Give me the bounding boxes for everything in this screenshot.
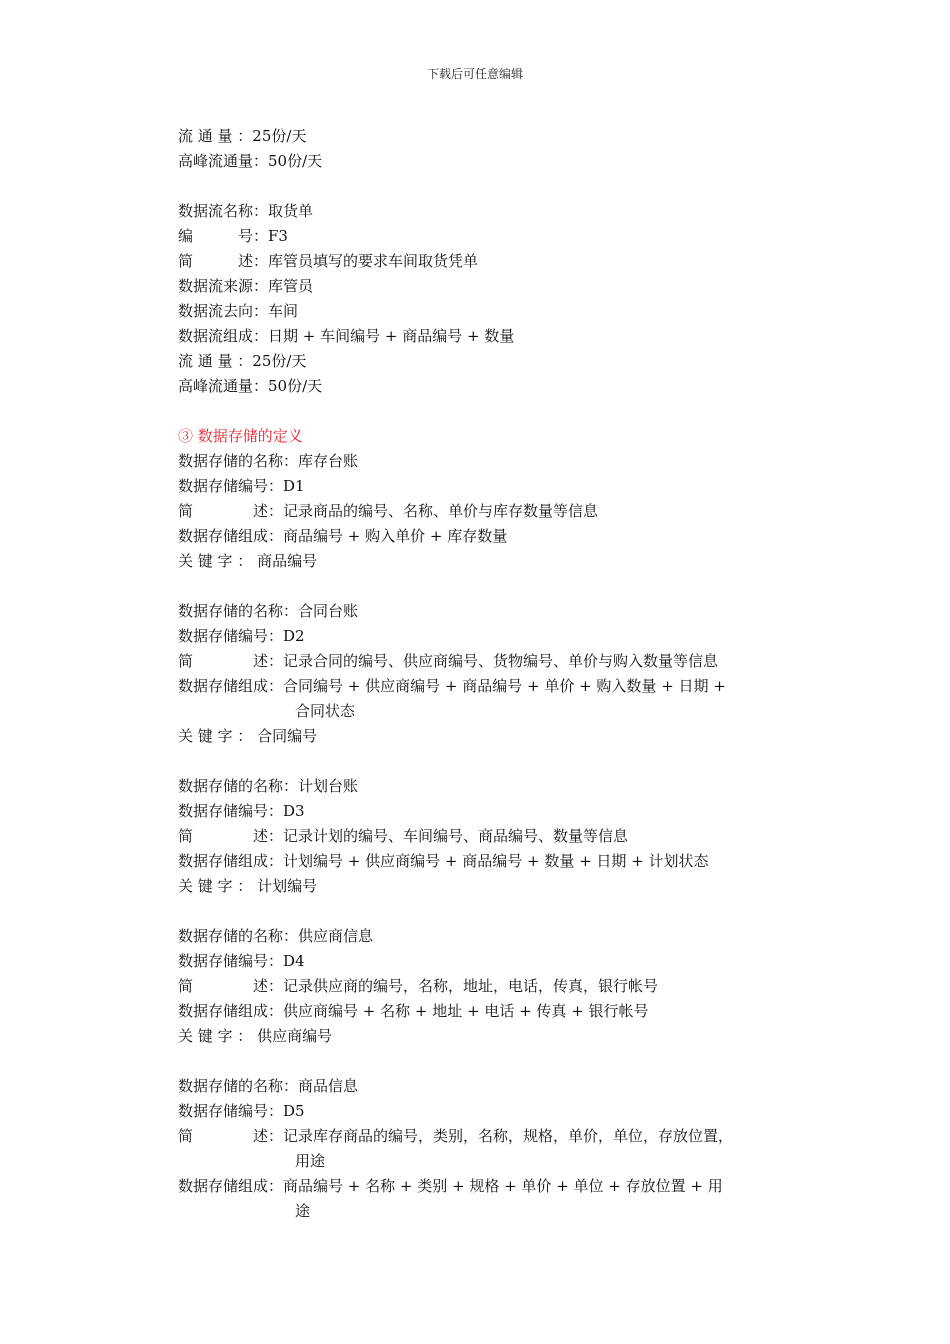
- blank-line: [178, 399, 818, 424]
- continuation-line: 途: [295, 1202, 311, 1220]
- text-line: 数据流去向：车间: [178, 302, 299, 320]
- text-line: 数据流组成：日期 + 车间编号 + 商品编号 + 数量: [178, 327, 515, 345]
- text-line: 高峰流通量：50份/天: [178, 152, 323, 170]
- blank-line: [178, 899, 818, 924]
- text-line: 简 述：库管员填写的要求车间取货凭单: [178, 252, 479, 270]
- text-line: 数据流来源：库管员: [178, 277, 314, 295]
- text-line: 流 通 量 ：25份/天: [178, 352, 307, 370]
- text-line: 数据存储编号：D4: [178, 952, 305, 970]
- text-line: 数据存储的名称：合同台账: [178, 602, 359, 620]
- text-line: 数据存储编号：D5: [178, 1102, 305, 1120]
- text-line: 编 号：F3: [178, 227, 288, 245]
- text-line: 简 述：记录计划的编号、车间编号、商品编号、数量等信息: [178, 827, 629, 845]
- blank-line: [178, 174, 818, 199]
- text-line: 数据流名称：取货单: [178, 202, 314, 220]
- text-line: 数据存储编号：D1: [178, 477, 305, 495]
- text-line: 关 键 字 ： 商品编号: [178, 552, 318, 570]
- text-line: 数据存储组成：商品编号 + 名称 + 类别 + 规格 + 单价 + 单位 + 存放位置 + 用: [178, 1177, 723, 1195]
- text-line: 数据存储组成：合同编号 + 供应商编号 + 商品编号 + 单价 + 购入数量 + 日期 +: [178, 677, 726, 695]
- continuation-line: 合同状态: [295, 702, 356, 720]
- document-body: [178, 124, 818, 1224]
- text-line: 简 述：记录库存商品的编号，类别，名称，规格，单价，单位，存放位置，: [178, 1127, 734, 1145]
- text-line: 简 述：记录合同的编号、供应商编号、货物编号、单价与购入数量等信息: [178, 652, 719, 670]
- text-line: 数据存储编号：D3: [178, 802, 305, 820]
- text-line: 简 述：记录供应商的编号，名称，地址，电话，传真，银行帐号: [178, 977, 659, 995]
- blank-line: [178, 749, 818, 774]
- text-line: 数据存储组成：商品编号 + 购入单价 + 库存数量: [178, 527, 508, 545]
- text-line: 关 键 字 ： 计划编号: [178, 877, 318, 895]
- text-line: 高峰流通量：50份/天: [178, 377, 323, 395]
- text-line: 关 键 字 ： 合同编号: [178, 727, 318, 745]
- text-line: 数据存储的名称：供应商信息: [178, 927, 374, 945]
- text-line: 流 通 量 ：25份/天: [178, 127, 307, 145]
- text-line: 数据存储编号：D2: [178, 627, 305, 645]
- text-line: 数据存储的名称：库存台账: [178, 452, 359, 470]
- text-line: 关 键 字 ： 供应商编号: [178, 1027, 333, 1045]
- blank-line: [178, 1049, 818, 1074]
- page-header: 下载后可任意编辑: [426, 67, 523, 81]
- text-line: 简 述：记录商品的编号、名称、单价与库存数量等信息: [178, 502, 599, 520]
- continuation-line: 用途: [295, 1152, 326, 1170]
- section-heading: ③ 数据存储的定义: [178, 427, 303, 445]
- blank-line: [178, 574, 818, 599]
- text-line: 数据存储组成：供应商编号 + 名称 + 地址 + 电话 + 传真 + 银行帐号: [178, 1002, 649, 1020]
- text-line: 数据存储的名称：计划台账: [178, 777, 359, 795]
- text-line: 数据存储的名称：商品信息: [178, 1077, 359, 1095]
- text-line: 数据存储组成：计划编号 + 供应商编号 + 商品编号 + 数量 + 日期 + 计划状态: [178, 852, 709, 870]
